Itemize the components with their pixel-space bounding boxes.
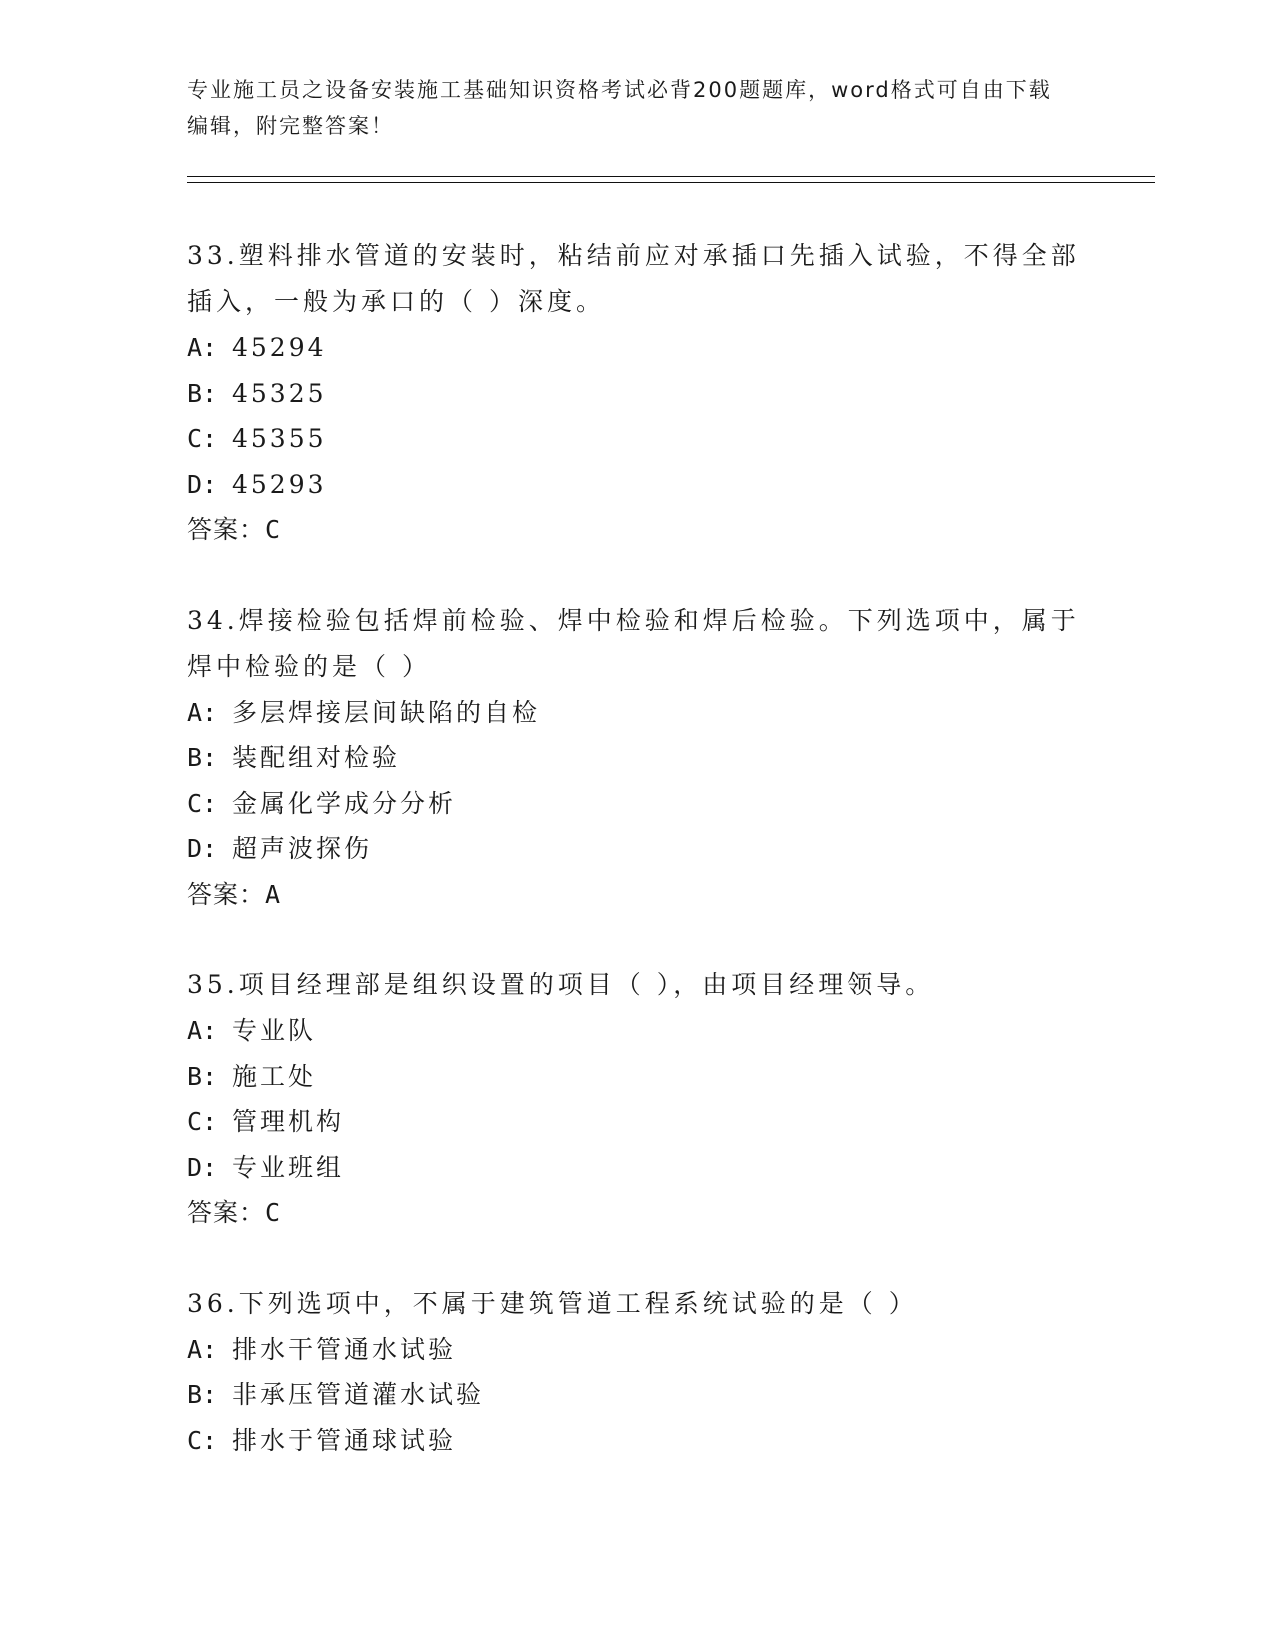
option-a bbox=[187, 690, 1087, 736]
option-text: 专业班组 bbox=[232, 1152, 345, 1182]
question-stem: 33.塑料排水管道的安装时，粘结前应对承插口先插入试验，不得全部插入，一般为承口的（ ）深度。 bbox=[187, 241, 1080, 316]
option-label: D: bbox=[187, 834, 218, 863]
question-36 bbox=[187, 1281, 1087, 1464]
question-stem: 35.项目经理部是组织设置的项目（ ），由项目经理领导。 bbox=[187, 970, 935, 999]
option-text: 45294 bbox=[232, 333, 327, 362]
header-divider bbox=[187, 176, 1155, 183]
option-a bbox=[187, 1327, 1087, 1373]
answer bbox=[187, 872, 1087, 918]
option-text: 多层焊接层间缺陷的自检 bbox=[232, 697, 541, 727]
answer-value: A bbox=[265, 879, 282, 909]
question-35 bbox=[187, 962, 1087, 1236]
option-c bbox=[187, 781, 1087, 827]
option-text: 施工处 bbox=[232, 1061, 317, 1091]
answer-value: C bbox=[265, 1198, 282, 1227]
option-text: 非承压管道灌水试验 bbox=[232, 1380, 485, 1409]
option-label: D: bbox=[187, 1152, 218, 1182]
option-text: 管理机构 bbox=[232, 1107, 345, 1136]
option-a bbox=[187, 325, 1087, 371]
option-b bbox=[187, 371, 1087, 417]
option-text: 专业队 bbox=[232, 1016, 317, 1045]
option-d bbox=[187, 1145, 1087, 1191]
question-stem: 36.下列选项中，不属于建筑管道工程系统试验的是（ ） bbox=[187, 1288, 918, 1318]
option-text: 排水于管通球试验 bbox=[232, 1425, 457, 1455]
answer bbox=[187, 1190, 1087, 1236]
option-b bbox=[187, 735, 1087, 781]
option-a bbox=[187, 1008, 1087, 1054]
option-b bbox=[187, 1372, 1087, 1418]
option-label: A: bbox=[187, 1334, 218, 1364]
option-text: 45355 bbox=[232, 424, 327, 453]
answer-value: C bbox=[265, 515, 282, 544]
option-c bbox=[187, 1099, 1087, 1145]
document-header: 专业施工员之设备安装施工基础知识资格考试必背200题题库，word格式可自由下载编辑，附完整答案！ bbox=[187, 78, 1052, 138]
question-33 bbox=[187, 233, 1087, 553]
option-label: B: bbox=[187, 378, 218, 408]
option-label: B: bbox=[187, 1061, 218, 1091]
option-label: D: bbox=[187, 469, 218, 499]
option-label: C: bbox=[187, 1425, 218, 1455]
option-label: A: bbox=[187, 333, 218, 362]
answer-label: 答案： bbox=[187, 515, 266, 544]
option-label: B: bbox=[187, 1380, 218, 1409]
option-label: C: bbox=[187, 424, 218, 453]
option-b bbox=[187, 1054, 1087, 1100]
question-stem: 34.焊接检验包括焊前检验、焊中检验和焊后检验。下列选项中，属于焊中检验的是（ ） bbox=[187, 605, 1080, 681]
question-34 bbox=[187, 598, 1087, 918]
option-label: A: bbox=[187, 1016, 218, 1045]
option-c bbox=[187, 1418, 1087, 1464]
option-c bbox=[187, 416, 1087, 462]
answer bbox=[187, 507, 1087, 553]
option-text: 超声波探伤 bbox=[232, 834, 373, 863]
answer-label: 答案： bbox=[187, 879, 266, 909]
question-list bbox=[187, 233, 1087, 1508]
option-d bbox=[187, 462, 1087, 508]
option-text: 金属化学成分分析 bbox=[232, 788, 457, 818]
option-text: 45293 bbox=[232, 469, 327, 499]
option-d bbox=[187, 826, 1087, 872]
answer-label: 答案： bbox=[187, 1198, 266, 1227]
option-text: 45325 bbox=[232, 378, 327, 408]
option-label: B: bbox=[187, 743, 218, 772]
option-label: C: bbox=[187, 788, 218, 818]
option-label: C: bbox=[187, 1107, 218, 1136]
option-label: A: bbox=[187, 697, 218, 727]
option-text: 装配组对检验 bbox=[232, 743, 401, 772]
option-text: 排水干管通水试验 bbox=[232, 1334, 457, 1364]
